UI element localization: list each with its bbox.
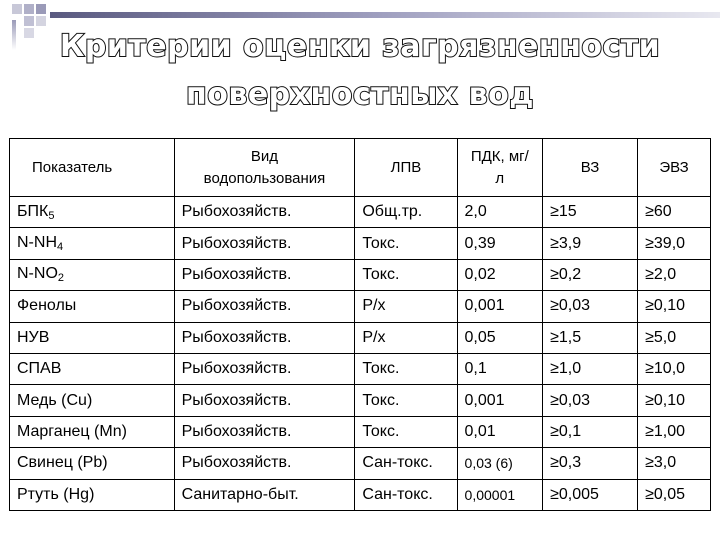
lpv-cell-text: Р/х [362,328,386,346]
lpv-cell-text: Токс. [362,360,400,378]
pdk-cell-text: 0,01 [464,422,496,440]
lpv-cell-text: Токс. [362,265,400,283]
vz-cell-text: ≥1,0 [550,360,582,378]
indicator-subscript: 4 [57,241,64,254]
pdk-cell-text: 0,02 [464,265,496,283]
indicator-cell-text: N-NH [17,234,57,252]
evz-cell [638,479,711,510]
evz-cell [638,353,711,384]
indicator-cell-text: Свинец (Pb) [17,454,108,472]
evz-cell-text: ≥2,0 [645,265,677,283]
lpv-cell-text: Сан-токс. [362,485,433,503]
pdk-cell [457,228,543,259]
indicator-cell-text: Ртуть (Hg) [17,485,95,503]
slide-title-line1: Критерии оценки загрязненности [59,29,661,64]
evz-cell [638,448,711,479]
indicator-cell-text: Марганец (Mn) [17,422,127,440]
indicator-cell [10,228,175,259]
water-use-cell-text: Санитарно-быт. [181,485,299,503]
header-water-use-text: Вид водопользования [203,147,326,187]
table-row [10,353,711,384]
evz-cell [638,385,711,416]
vz-cell-text: ≥0,005 [550,485,599,503]
table-row [10,385,711,416]
vz-cell-text: ≥0,03 [550,297,590,315]
vz-cell [543,291,638,322]
water-use-cell-text: Рыбохозяйств. [181,360,292,378]
vz-cell [543,322,638,353]
vz-cell-text: ≥0,1 [550,422,582,440]
pdk-cell-text: 0,05 [464,328,496,346]
vz-cell-text: ≥0,03 [550,391,590,409]
evz-cell [638,416,711,447]
pdk-cell-text: 0,001 [464,391,505,409]
pdk-cell [457,197,543,228]
evz-cell [638,322,711,353]
vz-cell [543,259,638,290]
lpv-cell-text: Токс. [362,422,400,440]
lpv-cell [355,259,457,290]
indicator-cell-text: БПК [17,202,49,220]
pdk-cell [457,416,543,447]
table-header-row [10,139,711,197]
water-use-cell-text: Рыбохозяйств. [181,265,292,283]
lpv-cell [355,448,457,479]
table-row [10,479,711,510]
water-use-cell [174,259,355,290]
water-use-cell-text: Рыбохозяйств. [181,297,292,315]
header-vz: ВЗ [543,139,638,197]
lpv-cell-text: Р/х [362,297,386,315]
indicator-cell [10,385,175,416]
lpv-cell-text: Общ.тр. [362,203,423,221]
evz-cell [638,291,711,322]
indicator-cell [10,259,175,290]
evz-cell [638,197,711,228]
pdk-cell [457,448,543,479]
lpv-cell [355,416,457,447]
indicator-cell-text: СПАВ [17,360,62,378]
evz-cell-text: ≥1,00 [645,422,686,440]
lpv-cell [355,291,457,322]
header-evz: ЭВЗ [638,139,711,197]
water-use-cell [174,322,355,353]
indicator-subscript: 2 [57,272,65,285]
water-use-cell-text: Рыбохозяйств. [181,422,292,440]
pdk-cell [457,479,543,510]
indicator-cell [10,291,175,322]
vz-cell-text: ≥3,9 [550,234,582,252]
table-row [10,291,711,322]
pdk-cell-text: 0,1 [464,360,487,378]
lpv-cell-text: Токс. [362,234,400,252]
lpv-cell [355,353,457,384]
pdk-cell [457,291,543,322]
decor-square [12,4,22,14]
decor-square [36,4,46,14]
water-use-cell-text: Рыбохозяйств. [181,391,292,409]
vz-cell [543,448,638,479]
water-use-cell [174,353,355,384]
indicator-cell-text: N-NO [17,265,58,283]
criteria-table [9,138,711,511]
decor-top-bar [50,12,720,18]
slide-title-line2: поверхностных вод [186,77,534,112]
pdk-cell [457,353,543,384]
lpv-cell [355,322,457,353]
water-use-cell [174,416,355,447]
pdk-cell-text: 0,39 [464,234,496,252]
evz-cell [638,228,711,259]
lpv-cell [355,479,457,510]
lpv-cell-text: Токс. [362,391,400,409]
header-indicator: Показатель [10,139,175,197]
table-row [10,416,711,447]
vz-cell [543,479,638,510]
lpv-cell [355,228,457,259]
water-use-cell [174,479,355,510]
indicator-cell [10,416,175,447]
evz-cell-text: ≥0,05 [645,485,686,503]
water-use-cell [174,448,355,479]
header-pdk-text: ПДК, мг/л [470,147,529,187]
pdk-cell-text: 0,001 [464,297,505,315]
vz-cell [543,385,638,416]
indicator-cell [10,197,175,228]
table-row [10,228,711,259]
evz-cell-text: ≥0,10 [645,297,686,315]
water-use-cell-text: Рыбохозяйств. [181,454,292,472]
table-row [10,448,711,479]
decor-square [24,16,34,26]
lpv-cell [355,197,457,228]
decor-square [36,16,46,26]
water-use-cell [174,228,355,259]
lpv-cell-text: Сан-токс. [362,454,433,472]
indicator-cell [10,479,175,510]
indicator-cell [10,322,175,353]
header-water-use [174,139,355,197]
vz-cell-text: ≥1,5 [550,328,582,346]
evz-cell [638,259,711,290]
evz-cell-text: ≥5,0 [645,328,677,346]
vz-cell [543,228,638,259]
indicator-subscript: 5 [48,209,55,222]
water-use-cell-text: Рыбохозяйств. [181,328,292,346]
water-use-cell [174,291,355,322]
table-row [10,259,711,290]
evz-cell-text: ≥39,0 [645,234,686,252]
header-pdk [457,139,543,197]
vz-cell-text: ≥0,2 [550,265,582,283]
evz-cell-text: ≥3,0 [645,454,677,472]
indicator-cell-text: Фенолы [17,297,77,315]
table-row [10,322,711,353]
indicator-cell-text: НУВ [17,328,50,346]
lpv-cell [355,385,457,416]
evz-cell-text: ≥60 [645,203,672,221]
pdk-cell-text: 2,0 [464,203,487,221]
vz-cell-text: ≥0,3 [550,454,582,472]
pdk-cell [457,385,543,416]
pdk-cell [457,259,543,290]
vz-cell [543,353,638,384]
evz-cell-text: ≥10,0 [645,360,686,378]
indicator-cell [10,353,175,384]
water-use-cell-text: Рыбохозяйств. [181,203,292,221]
water-use-cell-text: Рыбохозяйств. [181,234,292,252]
pdk-cell-text: 0,03 (6) [464,455,513,472]
table-row [10,197,711,228]
water-use-cell [174,197,355,228]
indicator-cell [10,448,175,479]
vz-cell [543,416,638,447]
header-lpv: ЛПВ [355,139,457,197]
vz-cell [543,197,638,228]
decor-square [24,4,34,14]
pdk-cell [457,322,543,353]
indicator-cell-text: Медь (Cu) [17,391,93,409]
evz-cell-text: ≥0,10 [645,391,686,409]
pdk-cell-text: 0,00001 [464,486,516,503]
vz-cell-text: ≥15 [550,203,577,221]
water-use-cell [174,385,355,416]
